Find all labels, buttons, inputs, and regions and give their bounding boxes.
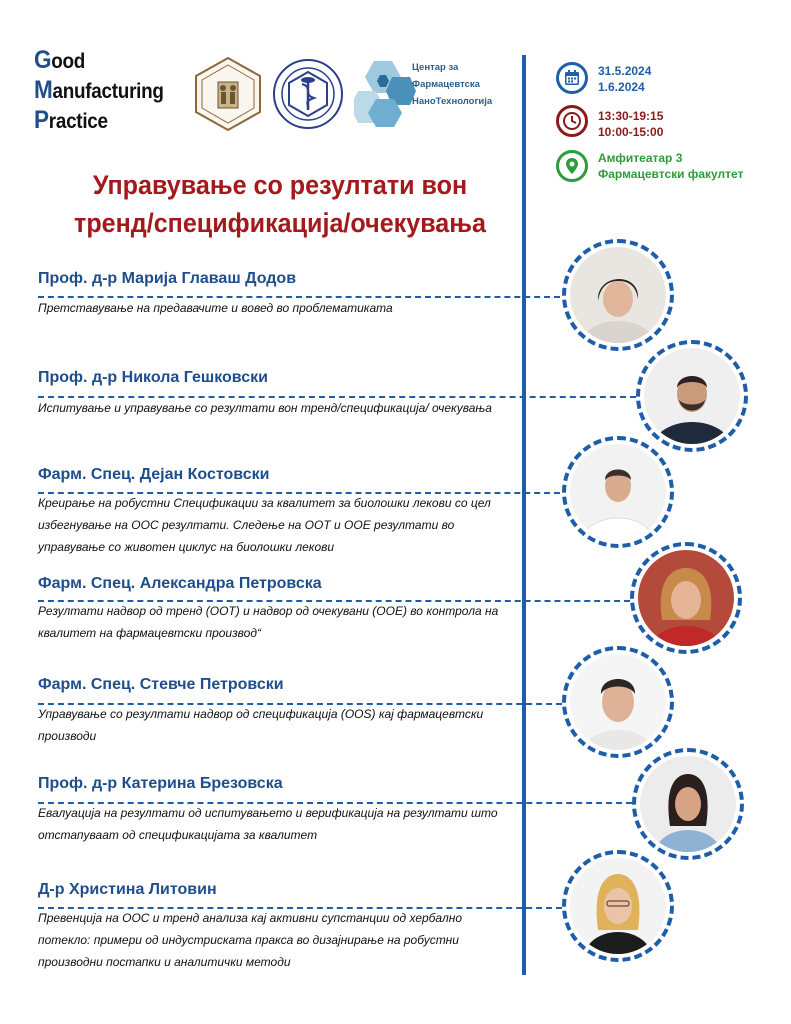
date-line: 1.6.2024 (598, 80, 645, 94)
speaker-photo (562, 239, 674, 351)
nanotech-center-name (412, 59, 492, 110)
speaker-topic: Претставување на предавачите и вовед во проблематиката (38, 301, 393, 315)
center-name-line: НаноТехнологија (412, 96, 493, 107)
speaker-portrait (570, 444, 666, 540)
speaker-name: Д-р Христина Литовин (38, 881, 217, 898)
brand-word: anufacturing (52, 80, 164, 103)
brand-initial: P (34, 106, 49, 134)
brand-initial: G (34, 46, 52, 74)
speaker-topic: Евалуација на резултати од испитувањето и верификација на резултати што отстапуваат од спецификацијата за квалитет (38, 806, 498, 842)
page-title (57, 166, 503, 242)
speaker-portrait (644, 348, 740, 444)
speaker-name: Фарм. Спец. Александра Петровска (38, 575, 322, 592)
speaker-name: Фарм. Спец. Дејан Костовски (38, 466, 270, 483)
speaker-name: Проф. д-р Катерина Брезовска (38, 775, 283, 792)
speaker-portrait (638, 550, 734, 646)
location-pin-icon (556, 150, 588, 182)
nanotech-center-logo (354, 55, 416, 136)
gmp-brand (34, 46, 164, 136)
speaker-portrait (570, 654, 666, 750)
date-line: 31.5.2024 (598, 64, 652, 78)
location-line: Амфитеатар 3 (598, 151, 683, 165)
title-line: Управување со резултати вон (92, 170, 468, 200)
speaker-portrait (570, 858, 666, 954)
speaker-topic: Испитување и управување со резултати вон тренд/спецификација/ очекувања (38, 401, 492, 415)
calendar-icon (556, 62, 588, 94)
location-line: Фармацевтски факултет (598, 167, 744, 181)
center-name-line: Фармацевтска (412, 79, 480, 90)
university-seal-logo (192, 56, 264, 137)
speaker-photo (562, 850, 674, 962)
brand-word: ood (51, 50, 86, 73)
speaker-photo (636, 340, 748, 452)
speaker-topic: Управување со резултати надвор од спецификација (OOS) кај фармацевтски производи (38, 707, 484, 743)
speaker-topic: Превенција на ООС и тренд анализа кај активни супстанции од хербално потекло: примери од индустриската пракса во дизајнирање на робустни производни постапки и аналитички методи (38, 911, 463, 969)
speaker-photo (562, 646, 674, 758)
timeline-line (522, 55, 526, 975)
speaker-name: Проф. д-р Никола Гешковски (38, 369, 268, 386)
pharmacy-faculty-logo (272, 58, 344, 135)
speaker-photo (562, 436, 674, 548)
speaker-topic: Резултати надвор од тренд (ООТ) и надвор од очекувани (ООЕ) во контрола на квалитет на фармацевтски производ“ (38, 604, 499, 640)
speaker-photo (630, 542, 742, 654)
brand-initial: M (34, 76, 53, 104)
clock-icon (556, 105, 588, 137)
brand-word: ractice (48, 110, 108, 133)
title-line: тренд/спецификација/очекувања (74, 208, 486, 238)
speaker-portrait (570, 247, 666, 343)
time-line: 10:00-15:00 (598, 125, 664, 139)
speaker-name: Фарм. Спец. Стевче Петровски (38, 676, 284, 693)
speaker-name: Проф. д-р Марија Главаш Додов (38, 270, 297, 287)
speaker-portrait (640, 756, 736, 852)
time-line: 13:30-19:15 (598, 109, 664, 123)
speaker-photo (632, 748, 744, 860)
center-name-line: Центар за (412, 62, 459, 73)
speaker-topic: Креирање на робустни Спецификации за квалитет за биолошки лекови со цел избегнување на ООС резултати. Следење на ООТ и ООЕ резултати во управување со животен циклус на биолошки лекови (38, 496, 491, 554)
